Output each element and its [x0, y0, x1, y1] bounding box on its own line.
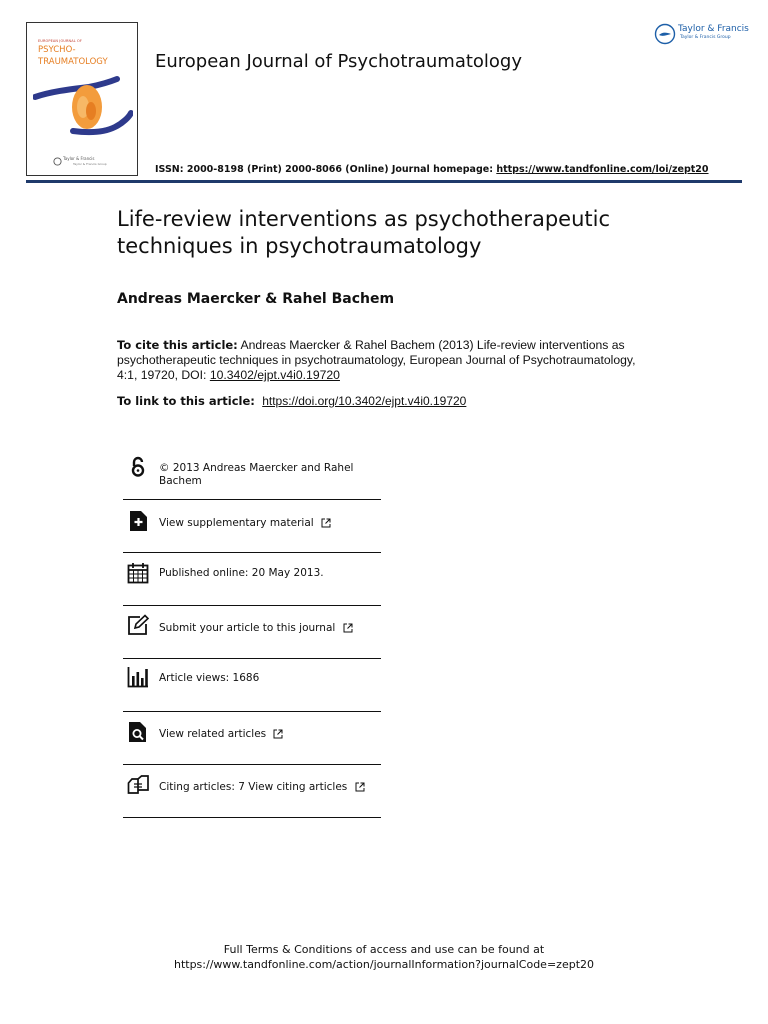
info-row-supplementary[interactable]	[123, 500, 381, 553]
copyright-text: © 2013 Andreas Maercker and Rahel Bachem	[159, 462, 354, 487]
external-link-icon	[355, 782, 365, 792]
cover-publisher-sub: Taylor & Francis Group	[73, 162, 107, 166]
bar-chart-icon	[127, 666, 149, 688]
external-link-icon	[321, 518, 331, 528]
cover-publisher-icon	[53, 157, 62, 166]
article-title: Life-review interventions as psychotherapeutic techniques in psychotraumatology	[117, 207, 611, 258]
terms-footer	[0, 942, 768, 972]
citation-block	[117, 338, 657, 383]
published-date: Published online: 20 May 2013.	[159, 567, 324, 579]
info-row-related[interactable]	[123, 712, 381, 765]
related-articles-link[interactable]: View related articles	[159, 728, 374, 741]
journal-homepage-link[interactable]: https://www.tandfonline.com/loi/zept20	[496, 164, 709, 175]
external-link-icon	[343, 623, 353, 633]
issn-text: ISSN: 2000-8198 (Print) 2000-8066 (Online) Journal homepage:	[155, 164, 497, 175]
terms-url[interactable]: https://www.tandfonline.com/action/journalInformation?journalCode=zept20	[173, 958, 595, 971]
taylor-francis-sub: Taylor & Francis Group	[680, 35, 731, 40]
cover-small-caption: EUROPEAN JOURNAL OF	[38, 39, 82, 43]
external-link-icon	[273, 729, 283, 739]
info-row-citing[interactable]	[123, 765, 381, 818]
link-line	[117, 394, 466, 408]
submit-article-link[interactable]: Submit your article to this journal	[159, 622, 374, 635]
journal-title: European Journal of Psychotraumatology	[155, 51, 523, 72]
taylor-francis-emblem-icon	[654, 23, 676, 45]
header-divider	[26, 180, 742, 183]
article-authors: Andreas Maercker & Rahel Bachem	[117, 291, 395, 307]
open-access-icon	[127, 456, 149, 478]
terms-line: Full Terms & Conditions of access and use can be found at	[223, 943, 545, 956]
cover-illustration	[33, 71, 133, 151]
cover-publisher: Taylor & Francis	[63, 156, 95, 161]
article-views: Article views: 1686	[159, 672, 260, 684]
citing-articles-icon	[127, 775, 149, 797]
article-info-list	[123, 447, 381, 818]
link-label: To link to this article:	[117, 394, 255, 408]
calendar-icon	[127, 562, 149, 584]
info-row-published	[123, 553, 381, 606]
issn-line	[155, 164, 709, 175]
journal-cover[interactable]	[26, 22, 138, 176]
doi-link[interactable]: 10.3402/ejpt.v4i0.19720	[209, 368, 340, 382]
info-row-submit[interactable]	[123, 606, 381, 659]
taylor-francis-name: Taylor & Francis	[678, 24, 749, 34]
cite-text: Andreas Maercker & Rahel Bachem (2013) Life-review interventions as psychotherapeutic techniques in psychotraumatology, European Journal of Psychotraumatology, 4:1, 19720, DOI:	[117, 338, 636, 382]
supplementary-file-icon	[127, 510, 149, 532]
citing-articles-link[interactable]: Citing articles: 7 View citing articles	[159, 781, 374, 794]
cite-label: To cite this article:	[117, 338, 238, 352]
article-doi-url[interactable]: https://doi.org/10.3402/ejpt.v4i0.19720	[262, 394, 467, 408]
info-row-copyright	[123, 447, 381, 500]
cover-title: PSYCHO- TRAUMATOLOGY	[38, 45, 108, 67]
supplementary-link[interactable]: View supplementary material	[159, 517, 374, 530]
info-row-views	[123, 659, 381, 712]
related-articles-search-icon	[127, 721, 149, 743]
edit-icon	[127, 614, 149, 636]
taylor-francis-logo[interactable]	[654, 22, 749, 48]
